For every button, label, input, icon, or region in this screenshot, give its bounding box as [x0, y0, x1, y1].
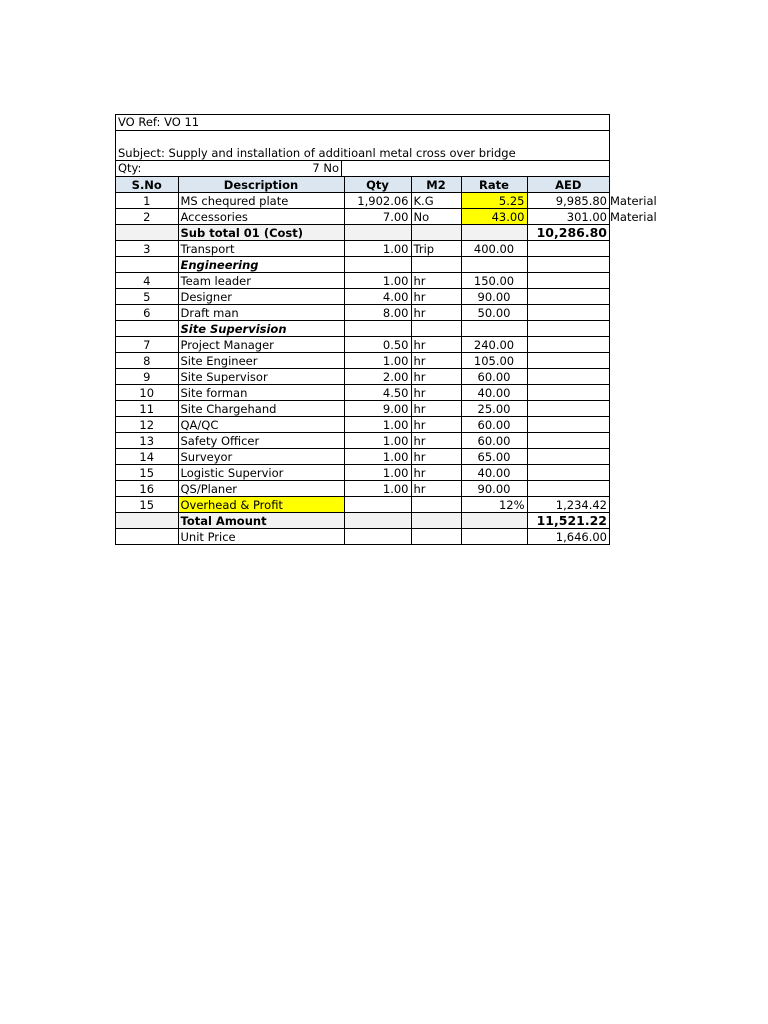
cell-aed	[527, 369, 609, 385]
cell-unit: hr	[411, 305, 461, 321]
cell-qty: 1.00	[344, 465, 411, 481]
header-qty: Qty	[344, 177, 411, 193]
cell-qty: 1.00	[344, 449, 411, 465]
cell-qty: 1,902.06	[344, 193, 411, 209]
cell-empty	[461, 225, 527, 241]
overhead-rate: 12%	[461, 497, 527, 513]
qty-cell	[116, 161, 342, 176]
cell-qty: 9.00	[344, 401, 411, 417]
header-sno: S.No	[116, 177, 178, 193]
cell-rate: 65.00	[461, 449, 527, 465]
cell-description: Site Supervisor	[178, 369, 344, 385]
table-row	[116, 449, 609, 465]
cell-empty	[527, 257, 609, 273]
table-row	[116, 433, 609, 449]
cell-empty	[116, 513, 178, 529]
cell-empty	[411, 513, 461, 529]
cell-qty: 1.00	[344, 417, 411, 433]
cell-aed	[527, 385, 609, 401]
cell-aed	[527, 353, 609, 369]
cell-aed	[527, 337, 609, 353]
cell-rate: 40.00	[461, 385, 527, 401]
header-aed: AED	[527, 177, 609, 193]
table-row	[116, 289, 609, 305]
table-row	[116, 465, 609, 481]
blank-row	[116, 131, 609, 145]
section-label: Engineering	[178, 257, 344, 273]
cell-rate: 240.00	[461, 337, 527, 353]
cell-empty	[411, 497, 461, 513]
cell-rate: 50.00	[461, 305, 527, 321]
cell-aed	[527, 273, 609, 289]
overhead-label: Overhead & Profit	[178, 497, 344, 513]
cell-description: Logistic Supervior	[178, 465, 344, 481]
cell-empty	[461, 257, 527, 273]
cell-sno: 2	[116, 209, 178, 225]
material-note: Material	[610, 210, 657, 224]
cell-rate: 90.00	[461, 289, 527, 305]
cell-qty: 0.50	[344, 337, 411, 353]
section-row-site-supervision	[116, 321, 609, 337]
cell-empty	[344, 257, 411, 273]
header-row	[116, 177, 609, 193]
cell-description: Surveyor	[178, 449, 344, 465]
qty-value: 7 No	[312, 161, 339, 175]
table-row	[116, 385, 609, 401]
total-label: Total Amount	[178, 513, 344, 529]
cell-sno: 15	[116, 465, 178, 481]
cell-aed	[527, 465, 609, 481]
cell-sno: 4	[116, 273, 178, 289]
cell-unit: hr	[411, 433, 461, 449]
cell-aed	[527, 289, 609, 305]
cell-sno: 16	[116, 481, 178, 497]
table-row	[116, 193, 609, 209]
cell-description: MS chequred plate	[178, 193, 344, 209]
cell-description: Safety Officer	[178, 433, 344, 449]
cell-unit: hr	[411, 465, 461, 481]
table-row	[116, 305, 609, 321]
cell-description: QS/Planer	[178, 481, 344, 497]
cell-qty: 7.00	[344, 209, 411, 225]
table-row	[116, 353, 609, 369]
cell-rate: 150.00	[461, 273, 527, 289]
cell-empty	[411, 225, 461, 241]
cell-aed	[527, 449, 609, 465]
cell-sno: 13	[116, 433, 178, 449]
cell-aed: 9,985.80	[527, 193, 609, 209]
cell-aed	[527, 241, 609, 257]
cell-empty	[461, 529, 527, 545]
unit-price-row	[116, 529, 609, 545]
cell-description: Site Engineer	[178, 353, 344, 369]
header-m2: M2	[411, 177, 461, 193]
cell-rate: 105.00	[461, 353, 527, 369]
cell-aed	[527, 305, 609, 321]
table-row	[116, 369, 609, 385]
cell-rate: 40.00	[461, 465, 527, 481]
cell-empty	[344, 497, 411, 513]
cell-empty	[411, 321, 461, 337]
cell-description: Accessories	[178, 209, 344, 225]
cost-table	[116, 177, 609, 545]
cell-unit: hr	[411, 369, 461, 385]
cell-description: Draft man	[178, 305, 344, 321]
subtotal-label: Sub total 01 (Cost)	[178, 225, 344, 241]
table-row	[116, 417, 609, 433]
cell-empty	[344, 513, 411, 529]
cell-unit: hr	[411, 337, 461, 353]
table-row	[116, 209, 609, 225]
cell-sno: 1	[116, 193, 178, 209]
cell-description: QA/QC	[178, 417, 344, 433]
subject-line: Subject: Supply and installation of additioanl metal cross over bridge	[116, 145, 609, 161]
cell-qty: 2.00	[344, 369, 411, 385]
table-row	[116, 241, 609, 257]
cell-unit: hr	[411, 449, 461, 465]
cell-sno: 15	[116, 497, 178, 513]
qty-label: Qty:	[118, 161, 142, 175]
subtotal-value: 10,286.80	[527, 225, 609, 241]
cell-qty: 4.50	[344, 385, 411, 401]
cell-empty	[411, 529, 461, 545]
cell-rate: 60.00	[461, 417, 527, 433]
cell-qty: 1.00	[344, 273, 411, 289]
header-rate: Rate	[461, 177, 527, 193]
cell-unit: hr	[411, 481, 461, 497]
vo-ref: VO Ref: VO 11	[116, 115, 609, 131]
section-label: Site Supervision	[178, 321, 344, 337]
cell-qty: 1.00	[344, 241, 411, 257]
cell-description: Designer	[178, 289, 344, 305]
cell-unit: hr	[411, 273, 461, 289]
cell-empty	[116, 529, 178, 545]
cell-unit: hr	[411, 289, 461, 305]
cell-sno: 7	[116, 337, 178, 353]
cell-empty	[461, 513, 527, 529]
cell-unit: Trip	[411, 241, 461, 257]
cell-unit: hr	[411, 353, 461, 369]
cell-qty: 1.00	[344, 353, 411, 369]
cell-qty: 1.00	[344, 433, 411, 449]
cell-rate: 5.25	[461, 193, 527, 209]
overhead-value: 1,234.42	[527, 497, 609, 513]
cell-empty	[344, 225, 411, 241]
table-row	[116, 481, 609, 497]
cell-empty	[461, 321, 527, 337]
cell-description: Transport	[178, 241, 344, 257]
table-row	[116, 273, 609, 289]
cell-rate: 43.00	[461, 209, 527, 225]
cell-unit: hr	[411, 417, 461, 433]
cell-aed	[527, 481, 609, 497]
cell-rate: 60.00	[461, 433, 527, 449]
cell-aed: 301.00	[527, 209, 609, 225]
overhead-row	[116, 497, 609, 513]
cell-sno: 5	[116, 289, 178, 305]
cell-description: Site forman	[178, 385, 344, 401]
cell-qty: 4.00	[344, 289, 411, 305]
cell-sno: 8	[116, 353, 178, 369]
cell-empty	[116, 225, 178, 241]
section-row-engineering	[116, 257, 609, 273]
cell-sno: 11	[116, 401, 178, 417]
cell-sno: 14	[116, 449, 178, 465]
cell-unit: hr	[411, 385, 461, 401]
table-row	[116, 337, 609, 353]
table-row	[116, 401, 609, 417]
cell-description: Project Manager	[178, 337, 344, 353]
total-value: 11,521.22	[527, 513, 609, 529]
cell-rate: 25.00	[461, 401, 527, 417]
cell-aed	[527, 417, 609, 433]
cell-qty: 8.00	[344, 305, 411, 321]
cell-unit: K.G	[411, 193, 461, 209]
cell-rate: 400.00	[461, 241, 527, 257]
cell-aed	[527, 401, 609, 417]
material-note: Material	[610, 194, 657, 208]
subtotal-row	[116, 225, 609, 241]
cell-empty	[344, 529, 411, 545]
cell-empty	[116, 321, 178, 337]
cell-aed	[527, 433, 609, 449]
unit-price-value: 1,646.00	[527, 529, 609, 545]
vo-sheet	[115, 114, 610, 545]
cell-sno: 10	[116, 385, 178, 401]
cell-sno: 12	[116, 417, 178, 433]
cell-rate: 90.00	[461, 481, 527, 497]
cell-empty	[411, 257, 461, 273]
cell-empty	[344, 321, 411, 337]
cell-description: Site Chargehand	[178, 401, 344, 417]
cell-empty	[527, 321, 609, 337]
cell-unit: No	[411, 209, 461, 225]
cell-unit: hr	[411, 401, 461, 417]
qty-row	[116, 161, 609, 177]
header-description: Description	[178, 177, 344, 193]
cell-qty: 1.00	[344, 481, 411, 497]
cell-sno: 6	[116, 305, 178, 321]
cell-description: Team leader	[178, 273, 344, 289]
total-row	[116, 513, 609, 529]
cell-rate: 60.00	[461, 369, 527, 385]
cell-sno: 3	[116, 241, 178, 257]
cell-sno: 9	[116, 369, 178, 385]
unit-price-label: Unit Price	[178, 529, 344, 545]
cell-empty	[116, 257, 178, 273]
